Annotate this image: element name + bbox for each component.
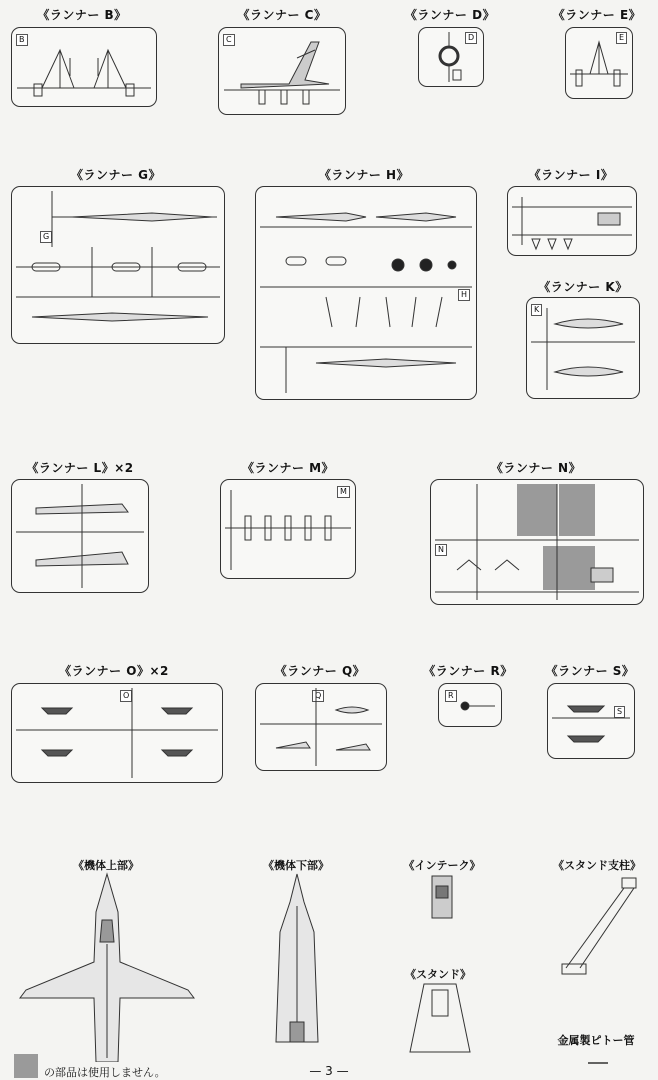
upper-body-label: 《機体上部》 bbox=[73, 859, 139, 872]
runner-s-title: 《ランナー S》 bbox=[545, 664, 635, 678]
runner-r-title: 《ランナー R》 bbox=[423, 664, 513, 678]
stand-pillar-drawing bbox=[558, 876, 642, 980]
runner-q-drawing bbox=[256, 684, 386, 770]
runner-r-drawing bbox=[439, 684, 501, 726]
runner-k-frame bbox=[526, 297, 640, 399]
runner-c-letter: C bbox=[223, 34, 235, 46]
stand-label: 《スタンド》 bbox=[405, 968, 471, 981]
runner-k-title: 《ランナー K》 bbox=[538, 280, 628, 294]
runner-m-frame bbox=[220, 479, 356, 579]
runner-s-letter: S bbox=[614, 706, 625, 718]
runner-i-drawing bbox=[508, 187, 636, 255]
runner-d-drawing bbox=[419, 28, 483, 86]
runner-s-frame bbox=[547, 683, 635, 759]
runner-m-title: 《ランナー M》 bbox=[241, 461, 335, 475]
upper-body-drawing bbox=[18, 872, 196, 1062]
runner-c-drawing bbox=[219, 28, 345, 114]
lower-body-drawing bbox=[268, 872, 326, 1056]
runner-b-frame bbox=[11, 27, 157, 107]
intake-drawing bbox=[428, 874, 456, 920]
runner-o-letter: O bbox=[120, 690, 132, 702]
runner-h-frame bbox=[255, 186, 477, 400]
runner-n-drawing bbox=[431, 480, 643, 604]
runner-e-drawing bbox=[566, 28, 632, 98]
runner-e-frame bbox=[565, 27, 633, 99]
runner-g-drawing bbox=[12, 187, 224, 343]
page-number: — 3 — bbox=[309, 1064, 349, 1078]
runner-o-frame bbox=[11, 683, 223, 783]
runner-r-frame bbox=[438, 683, 502, 727]
runner-h-letter: H bbox=[458, 289, 470, 301]
unused-parts-swatch bbox=[14, 1054, 38, 1078]
runner-d-letter: D bbox=[465, 32, 477, 44]
unused-parts-note: の部品は使用しません。 bbox=[44, 1066, 166, 1079]
runner-l-frame bbox=[11, 479, 149, 593]
runner-c-title: 《ランナー C》 bbox=[237, 8, 327, 22]
intake-label: 《インテーク》 bbox=[403, 859, 481, 872]
stand-pillar-label: 《スタンド支柱》 bbox=[553, 859, 641, 872]
runner-i-frame bbox=[507, 186, 637, 256]
runner-i-title: 《ランナー I》 bbox=[528, 168, 614, 182]
runner-n-title: 《ランナー N》 bbox=[490, 461, 582, 475]
runner-g-title: 《ランナー G》 bbox=[70, 168, 162, 182]
runner-c-frame bbox=[218, 27, 346, 115]
runner-l-title: 《ランナー L》×2 bbox=[26, 461, 134, 475]
runner-k-drawing bbox=[527, 298, 639, 398]
runner-g-letter: G bbox=[40, 231, 52, 243]
runner-q-frame bbox=[255, 683, 387, 771]
runner-b-drawing bbox=[12, 28, 156, 106]
runner-h-title: 《ランナー H》 bbox=[318, 168, 410, 182]
stand-drawing bbox=[404, 982, 476, 1056]
runner-m-letter: M bbox=[337, 486, 350, 498]
runner-b-letter: B bbox=[16, 34, 28, 46]
runner-k-letter: K bbox=[531, 304, 542, 316]
runner-s-drawing bbox=[548, 684, 634, 758]
runner-q-title: 《ランナー Q》 bbox=[274, 664, 366, 678]
runner-r-letter: R bbox=[445, 690, 457, 702]
runner-e-title: 《ランナー E》 bbox=[552, 8, 642, 22]
metal-pitot-label: 金属製ピトー管 bbox=[557, 1034, 635, 1047]
runner-n-letter: N bbox=[435, 544, 447, 556]
runner-b-title: 《ランナー B》 bbox=[37, 8, 127, 22]
runner-d-title: 《ランナー D》 bbox=[404, 8, 496, 22]
runner-d-frame bbox=[418, 27, 484, 87]
runner-h-drawing bbox=[256, 187, 476, 399]
runner-q-letter: Q bbox=[312, 690, 324, 702]
runner-o-title: 《ランナー O》×2 bbox=[59, 664, 169, 678]
runner-m-drawing bbox=[221, 480, 355, 578]
runner-g-frame bbox=[11, 186, 225, 344]
metal-pitot-drawing bbox=[588, 1050, 608, 1054]
runner-l-drawing bbox=[12, 480, 148, 592]
lower-body-label: 《機体下部》 bbox=[263, 859, 329, 872]
runner-o-drawing bbox=[12, 684, 222, 782]
runner-n-frame bbox=[430, 479, 644, 605]
runner-e-letter: E bbox=[616, 32, 627, 44]
